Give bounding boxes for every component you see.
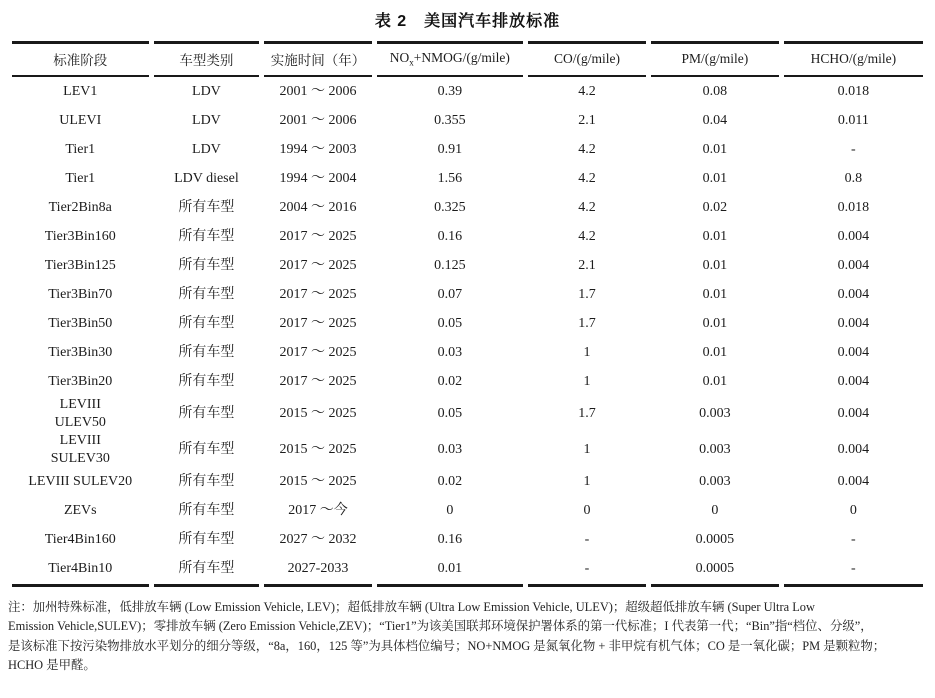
table-cell: 4.2 (578, 141, 596, 157)
table-cell: 0.01 (702, 141, 728, 157)
table-cell: 0.004 (837, 315, 870, 331)
table-footnote (8, 598, 927, 676)
nox-subscript: x (409, 57, 414, 68)
table-cell: 4.2 (578, 170, 596, 186)
table-cell: 0.003 (699, 405, 731, 421)
table-cell: 0.08 (702, 83, 728, 99)
table-cell: 0.004 (837, 441, 870, 457)
col-header-hcho: HCHO/(g/mile) (784, 41, 923, 77)
table-cell: 0.011 (837, 112, 869, 128)
table-cell: 2004 ～ 2016 (279, 199, 357, 215)
footnote-line-3: 是该标准下按污染物排放水平划分的细分等级，“8a，160，125 等”为具体档位编号；NO+NMOG 是氮氧化物 + 非甲烷有机气体；CO 是一氧化碳；PM 是颗粒物； (8, 638, 886, 653)
table-cell: ZEVs (63, 503, 97, 519)
table-cell: 0.125 (434, 257, 466, 273)
table-row (12, 555, 923, 587)
table-cell: 1.56 (437, 170, 463, 186)
table-cell: 0.004 (837, 405, 870, 421)
table-cell: 2001 ～ 2006 (279, 112, 357, 128)
table-cell: 0.01 (702, 315, 728, 331)
table-cell: 0.39 (437, 83, 463, 99)
table-cell: LEVIII SULEV30 (50, 432, 110, 466)
table-row (12, 77, 923, 106)
col-header-vehicle-type: 车型类别 (154, 41, 260, 77)
table-cell: 所有车型 (178, 373, 235, 389)
table-row (12, 222, 923, 251)
table-cell: 0.05 (437, 405, 463, 421)
table-cell: 4.2 (578, 199, 596, 215)
table-cell: 0.325 (434, 199, 466, 215)
table-row (12, 432, 923, 468)
table-cell: 2027 ～ 2032 (279, 532, 357, 548)
table-cell: 1 (583, 344, 591, 360)
table-cell: 2015 ～ 2025 (279, 405, 357, 421)
table-cell: 2.1 (578, 112, 596, 128)
table-title: 表 2 美国汽车排放标准 (374, 13, 561, 30)
table-cell: 0.0005 (695, 532, 735, 548)
table-cell: ULEVI (59, 112, 102, 128)
table-cell: 1 (583, 373, 591, 389)
footnote-line-1: 注：加州特殊标准，低排放车辆 (Low Emission Vehicle, LEV)；超低排放车辆 (Ultra Low Emission Vehicle, ULEV)；超级超低排放车辆 (Super Ultra Low (8, 599, 815, 614)
table-cell: 2017 ～ 2025 (279, 228, 357, 244)
table-cell: 0.02 (702, 199, 728, 215)
table-header (12, 41, 923, 77)
table-cell: 0.004 (837, 344, 870, 360)
table-cell: - (784, 555, 923, 587)
table-cell: Tier3Bin20 (48, 373, 113, 389)
table-cell: 0.01 (702, 373, 728, 389)
table-cell: - (851, 532, 856, 548)
table-row (12, 251, 923, 280)
table-row (12, 106, 923, 135)
table-row (12, 309, 923, 338)
table-cell: 0.004 (837, 257, 870, 273)
table-cell: Tier3Bin30 (48, 344, 113, 360)
col-header-implementation-period: 实施时间（年） (264, 41, 371, 77)
table-cell: 1.7 (578, 286, 596, 302)
table-cell: 所有车型 (178, 228, 235, 244)
table-cell: 2017 ～今 (288, 503, 348, 519)
table-cell: Tier3Bin160 (44, 228, 116, 244)
table-cell: 所有车型 (178, 286, 235, 302)
table-cell: Tier1 (65, 141, 96, 157)
table-cell: 0 (711, 503, 719, 519)
table-cell: 1 (583, 474, 591, 490)
table-cell: 0 (446, 503, 454, 519)
table-cell: 0.004 (837, 373, 870, 389)
col-header-co: CO/(g/mile) (528, 41, 646, 77)
table-cell: Tier4Bin10 (12, 555, 149, 587)
table-cell: - (851, 141, 856, 157)
table-cell: 0.91 (437, 141, 463, 157)
table-cell: 0.355 (434, 112, 466, 128)
table-cell: 0 (583, 503, 591, 519)
table-cell: 所有车型 (178, 532, 235, 548)
table-cell: 0.05 (437, 315, 463, 331)
table-cell: - (584, 532, 590, 548)
table-cell: 0.004 (837, 474, 870, 490)
table-cell: 4.2 (578, 83, 596, 99)
table-cell: 所有车型 (154, 555, 260, 587)
table-cell: LDV (192, 83, 221, 99)
table-cell: 0.03 (437, 441, 463, 457)
table-body (12, 77, 923, 587)
table-cell: 所有车型 (178, 405, 235, 421)
table-cell: LDV (192, 141, 221, 157)
nox-suffix: +NMOG/(g/mile) (413, 50, 510, 66)
table-cell: 所有车型 (178, 199, 235, 215)
table-cell: 2017 ～ 2025 (279, 257, 357, 273)
col-header-pm: PM/(g/mile) (651, 41, 779, 77)
table-cell: 1 (583, 441, 591, 457)
table-cell: 0.01 (702, 170, 728, 186)
table-cell: 0.003 (699, 441, 731, 457)
table-row (12, 396, 923, 432)
table-cell: LDV (192, 112, 221, 128)
table-cell: 所有车型 (178, 474, 235, 490)
table-row (12, 367, 923, 396)
table-cell: 0.018 (837, 199, 870, 215)
table-cell: 所有车型 (178, 503, 235, 519)
table-cell: 2017 ～ 2025 (279, 286, 357, 302)
table-row (12, 164, 923, 193)
table-cell: 0.02 (437, 474, 463, 490)
footnote-line-4: HCHO 是甲醛。 (8, 658, 96, 673)
table-row (12, 193, 923, 222)
table-cell: 0.004 (837, 228, 870, 244)
table-row (12, 497, 923, 526)
col-header-standard-stage: 标准阶段 (12, 41, 149, 77)
table-cell: 所有车型 (178, 344, 235, 360)
table-cell: 0.8 (844, 170, 863, 186)
table-cell: 2015 ～ 2025 (279, 474, 357, 490)
table-cell: 所有车型 (178, 441, 235, 457)
table-cell: LEVIII SULEV20 (28, 474, 133, 490)
table-cell: Tier3Bin50 (48, 315, 113, 331)
header-row (12, 41, 923, 77)
table-row (12, 468, 923, 497)
table-cell: 2001 ～ 2006 (279, 83, 357, 99)
table-cell: 1.7 (578, 315, 596, 331)
table-cell: 2.1 (578, 257, 596, 273)
table-row (12, 526, 923, 555)
table-cell: LEVIII ULEV50 (54, 397, 106, 430)
table-cell: - (528, 555, 646, 587)
table-cell: LDV diesel (174, 170, 239, 186)
table-cell: 2017 ～ 2025 (279, 373, 357, 389)
table-cell: 2027-2033 (264, 555, 371, 587)
table-cell: 0.04 (702, 112, 728, 128)
table-cell: 1994 ～ 2004 (279, 170, 357, 186)
table-cell: Tier3Bin125 (44, 257, 116, 273)
table-cell: 2017 ～ 2025 (279, 315, 357, 331)
table-cell: 0.01 (702, 257, 728, 273)
table-cell: 0.16 (437, 228, 463, 244)
table-cell: Tier4Bin160 (44, 532, 116, 548)
table-cell: 所有车型 (178, 257, 235, 273)
table-cell: 0.0005 (651, 555, 779, 587)
table-cell: 所有车型 (178, 315, 235, 331)
table-cell: 1994 ～ 2003 (279, 141, 357, 157)
table-cell: 0.018 (837, 83, 870, 99)
table-cell: 2017 ～ 2025 (279, 344, 357, 360)
table-cell: 0.03 (437, 344, 463, 360)
footnote-line-2: Emission Vehicle,SULEV)；零排放车辆 (Zero Emission Vehicle,ZEV)；“Tier1”为该美国联邦环境保护署体系的第一代标准；I 代表第一代；“Bin”指“档位、分级”， (8, 619, 873, 634)
table-cell: 0.003 (699, 474, 731, 490)
nox-prefix: NO (389, 50, 410, 66)
table-cell: 0.004 (837, 286, 870, 302)
table-cell: 0.01 (702, 344, 728, 360)
col-header-nox-nmog (377, 41, 523, 77)
table-cell: Tier3Bin70 (48, 286, 113, 302)
table-cell: Tier2Bin8a (48, 199, 112, 215)
table-row (12, 135, 923, 164)
table-cell: 0.01 (702, 286, 728, 302)
table-cell: 0.07 (437, 286, 463, 302)
table-cell: 0.16 (437, 532, 463, 548)
table-cell: 0.01 (377, 555, 523, 587)
table-cell: 0 (849, 503, 857, 519)
table-cell: 0.02 (437, 373, 463, 389)
table-cell: LEV1 (63, 83, 98, 99)
table-cell: 2015 ～ 2025 (279, 441, 357, 457)
table-row (12, 280, 923, 309)
table-cell: Tier1 (65, 170, 96, 186)
table-cell: 4.2 (578, 228, 596, 244)
table-row (12, 338, 923, 367)
table-cell: 1.7 (578, 405, 596, 421)
emission-standards-table (7, 41, 928, 587)
table-cell: 0.01 (702, 228, 728, 244)
